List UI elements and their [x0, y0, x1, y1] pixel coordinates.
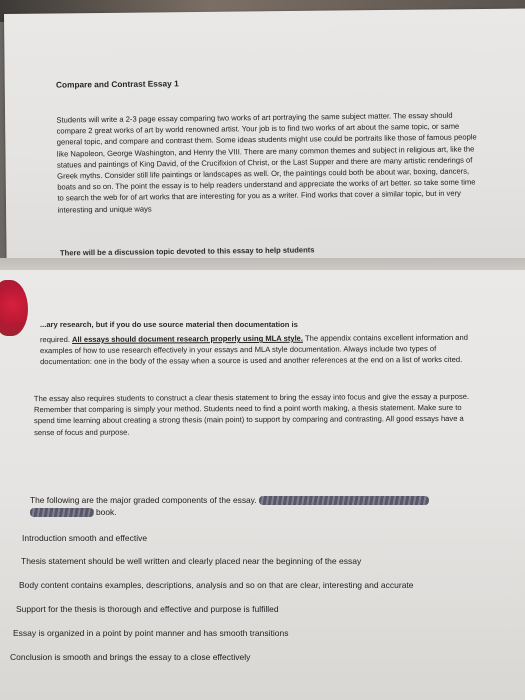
- discussion-line: There will be a discussion topic devoted to this essay to help students: [59, 245, 315, 258]
- component-item: Thesis statement should be well written and clearly placed near the beginning of the essay: [21, 556, 362, 566]
- intro-paragraph: Students will write a 2-3 page essay comparing two works of art portraying the same subject matter. The essay should compare 2 great works of art by world renowned artist. Your job is to find two works of art about the same topic, or same general topic, and compare and contrast them. Some ideas students might use could be portraits like those of famous people like Napoleon, George Washington, and Henry the VIII. There are many common themes and subject in religious art, like the statues and paintings of King David, of the Crucifixion of Christ, or the Last Supper and there are many artistic renderings of Greek myths. Consider still life paintings or landscapes as well. Or, the paintings could both be about war, boxing, dancers, boats and so on. The point the essay is to help readers understand and appreciate the works of art better. so take some time to search the web for of art works that are interesting for you as a writer. Find works that cover a similar topic, but in very interesting and unique ways: [56, 110, 477, 215]
- graded-intro-text: The following are the major graded components of the essay.: [30, 495, 257, 505]
- research-paragraph-start: required.: [39, 334, 73, 345]
- document-title: Compare and Contrast Essay 1: [55, 78, 179, 90]
- redaction-scribble: [259, 496, 429, 505]
- component-item: Body content contains examples, descriptions, analysis and so on that are clear, interesting and accurate: [19, 580, 414, 590]
- component-item: Conclusion is smooth and brings the essay to a close effectively: [10, 652, 251, 662]
- component-item: Support for the thesis is thorough and effective and purpose is fulfilled: [16, 604, 279, 614]
- research-paragraph: [40, 332, 475, 368]
- graded-components-intro: [30, 494, 500, 518]
- cutoff-line: ...ary research, but if you do use source material then documentation is: [40, 320, 298, 329]
- redaction-scribble-2: [30, 508, 94, 517]
- graded-tail-text: book.: [96, 507, 117, 517]
- mla-requirement: All essays should document research properly using MLA style.: [72, 333, 304, 344]
- component-item: Essay is organized in a point by point manner and has smooth transitions: [13, 628, 289, 638]
- thesis-paragraph: The essay also requires students to construct a clear thesis statement to bring the essay into focus and give the essay a purpose. Remember that comparing is simply your method. Students need to find a point worth making, a thesis statement. Make sure to spend time learning about creating a strong thesis (main point) to support by comparing and contrasting. All good essays have a sense of focus and purpose.: [33, 391, 470, 437]
- component-item: Introduction smooth and effective: [22, 533, 148, 543]
- research-paragraph-rest: The appendix contains excellent information and examples of how to use research effectively in your essays and MLA style documentation. Always include two types of documentation: one in the body of the essay when a source is used and another references at the end on a list of works cited.: [39, 332, 468, 367]
